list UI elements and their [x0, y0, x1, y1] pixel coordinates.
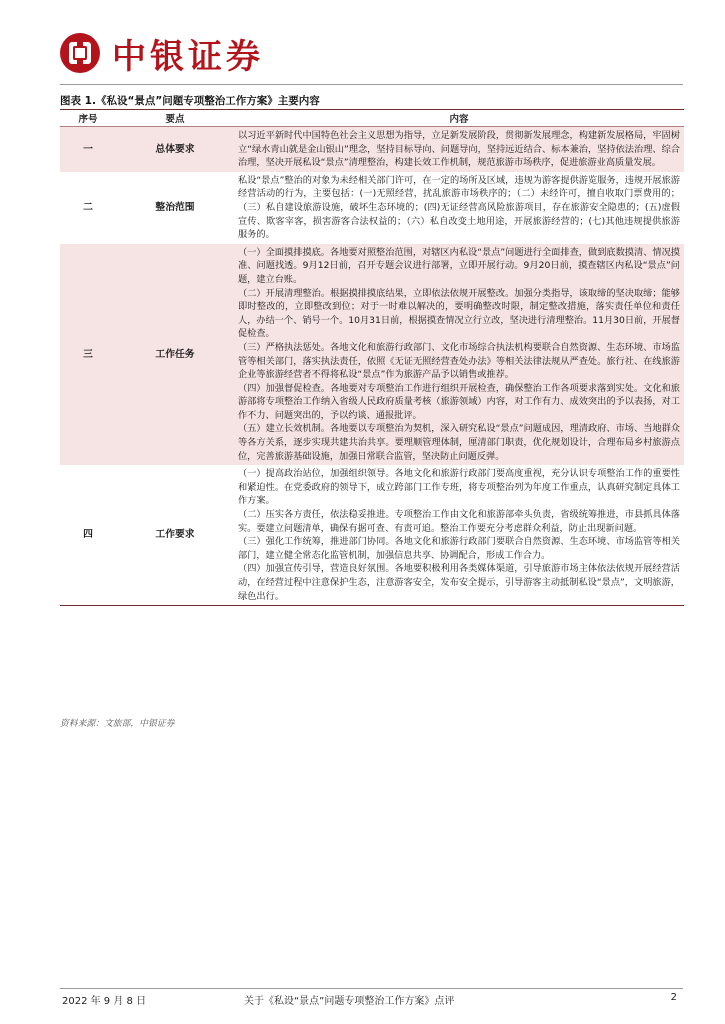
table-row [60, 127, 684, 172]
row-content [234, 172, 684, 244]
row-key: 工作任务 [116, 244, 234, 466]
brand-name: 中银证券 [112, 36, 264, 77]
row-content [234, 127, 684, 172]
footer-divider [60, 988, 683, 989]
content-paragraph: 私设“景点”整治的对象为未经相关部门许可，在一定的场所及区域，违规为游客提供游览服务，违规开展旅游经营活动的行为，主要包括：(一)无照经营，扰乱旅游市场秩序的；（二）未经许可，擅自收取门票费用的；（三）私自建设旅游设施，破坏生态环境的；(四)无证经营高风险旅游项目，存在旅游安全隐患的；(五)虚假宣传、欺客宰客，损害游客合法权益的；（六）私自改变土地用途，开展旅游经营的；(七)其他违规提供旅游服务的。 [238, 174, 680, 241]
content-paragraph: （四）加强宣传引导，营造良好氛围。各地要积极利用各类媒体渠道，引导旅游市场主体依法依规开展经营活动，在经营过程中注意保护生态，注意游客安全，发布安全提示，引导游客主动抵制私设“景点”，文明旅游，绿色出行。 [238, 563, 680, 602]
content-paragraph: （三）严格执法惩处。各地文化和旅游行政部门、文化市场综合执法机构要联合自然资源、生态环境、市场监管等相关部门，落实执法责任，依照《无证无照经营查处办法》等相关法律法规从严查处。旅行社、在线旅游企业等旅游经营者不得将私设“景点”作为旅游产品予以销售或推荐。 [238, 341, 680, 381]
row-seq: 三 [60, 244, 116, 466]
report-date: 2022 年 9 月 8 日 [62, 996, 147, 1007]
content-paragraph: （五）建立长效机制。各地要以专项整治为契机，深入研究私设“景点”问题成因，理清政府、市场、当地群众等各方关系，逐步实现共建共治共享。要理顺管理体制，厘清部门职责，优化规划设计，合理布局乡村旅游点位，完善旅游基础设施，加强日常联合监管，坚决防止问题反弹。 [238, 423, 680, 462]
table-row [60, 244, 684, 466]
content-paragraph: （一）全面摸排摸底。各地要对照整治范围，对辖区内私设“景点”问题进行全面排查，做到底数摸清、情况摸准、问题找透。9月12日前，召开专题会议进行部署，立即开展行动。9月20日前，摸查辖区内私设“景点”问题，建立台账。 [238, 246, 680, 285]
report-header [60, 28, 264, 78]
table-row [60, 465, 684, 605]
row-content [234, 465, 684, 605]
row-seq: 一 [60, 127, 116, 172]
column-header-content: 内容 [234, 110, 684, 127]
content-paragraph: （四）加强督促检查。各地要对专项整治工作进行组织开展检查，确保整治工作各项要求落到实处。文化和旅游部将专项整治工作纳入省级人民政府质量考核（旅游领域）内容，对工作有力、成效突出的予以表扬，对工作不力、问题突出的，予以约谈、通报批评。 [238, 382, 680, 421]
row-key: 整治范围 [116, 172, 234, 244]
content-paragraph: 以习近平新时代中国特色社会主义思想为指导，立足新发展阶段，贯彻新发展理念，构建新发展格局，牢固树立“绿水青山就是金山银山”理念，坚持目标导向、问题导向，坚持远近结合、标本兼治，坚持依法治理、综合治理，坚决开展私设“景点”清理整治，构建长效工作机制，规范旅游市场秩序，促进旅游业高质量发展。 [238, 130, 680, 169]
page-number: 2 [670, 992, 677, 1003]
header-divider [60, 84, 683, 85]
content-paragraph: （一）提高政治站位，加强组织领导。各地文化和旅游行政部门要高度重视，充分认识专项整治工作的重要性和紧迫性。在党委政府的领导下，成立跨部门工作专班，将专项整治列为年度工作重点，认真研究制定具体工作方案。 [238, 468, 680, 507]
column-header-key: 要点 [116, 110, 234, 127]
source-note: 资料来源：文旅部，中银证券 [60, 719, 175, 729]
row-key: 总体要求 [116, 127, 234, 172]
content-paragraph: （三）强化工作统筹，推进部门协同。各地文化和旅游行政部门要联合自然资源、生态环境、市场监管等相关部门，建立健全常态化监管机制，加强信息共享、协调配合，形成工作合力。 [238, 536, 680, 561]
column-header-seq: 序号 [60, 110, 116, 127]
bank-logo-icon [60, 33, 100, 73]
report-title: 关于《私设“景点”问题专项整治工作方案》点评 [244, 996, 455, 1007]
table-header-row [60, 110, 684, 127]
row-seq: 二 [60, 172, 116, 244]
content-paragraph: （二）压实各方责任，依法稳妥推进。专项整治工作由文化和旅游部牵头负责，省级统筹推进，市县抓具体落实。要建立问题清单，确保有据可查、有责可追。整治工作要充分考虑群众利益，防止出现新问题。 [238, 509, 680, 534]
row-seq: 四 [60, 465, 116, 605]
content-paragraph: （二）开展清理整治。根据摸排摸底结果，立即依法依规开展整改。加强分类指导，该取缔的坚决取缔；能够即时整改的，立即整改到位；对于一时难以解决的，要明确整改时限，制定整改措施，落实责任单位和责任人，办结一个、销号一个。10月31日前，根据摸查情况立行立改，坚决进行清理整治。11月30日前，开展督促检查。 [238, 287, 680, 340]
figure-title: 图表 1.《私设“景点”问题专项整治工作方案》主要内容 [60, 95, 320, 107]
plan-content-table [60, 109, 684, 606]
row-content [234, 244, 684, 466]
table-row [60, 172, 684, 244]
row-key: 工作要求 [116, 465, 234, 605]
